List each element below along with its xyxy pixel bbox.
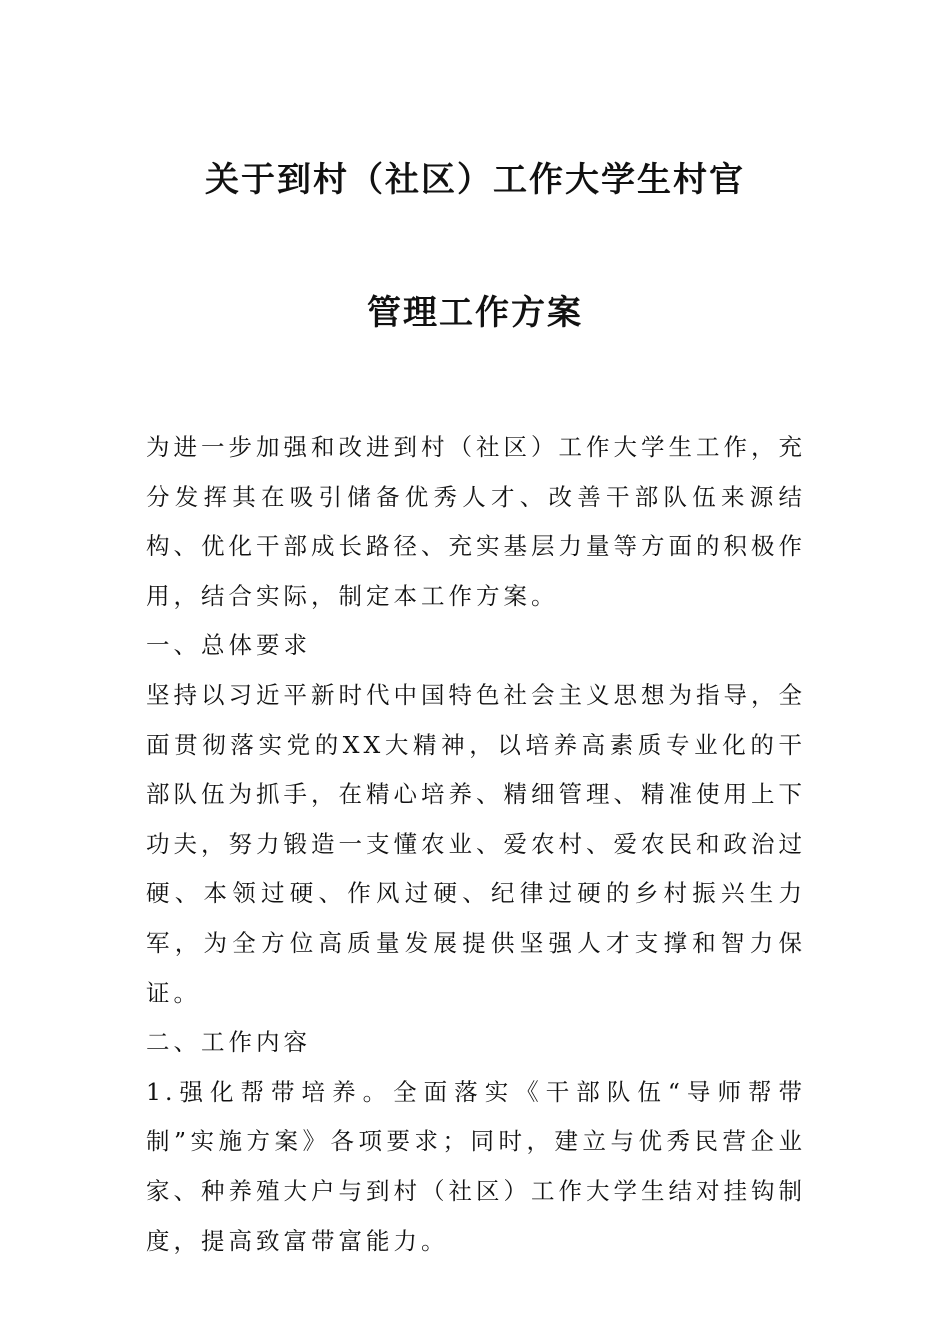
intro-paragraph: 为进一步加强和改进到村（社区）工作大学生工作，充分发挥其在吸引储备优秀人才、改善干部队伍来源结构、优化干部成长路径、充实基层力量等方面的积极作用，结合实际，制定本工作方案。 <box>146 433 806 610</box>
overall-requirements-paragraph: 坚持以习近平新时代中国特色社会主义思想为指导，全面贯彻落实党的XX大精神，以培养高素质专业化的干部队伍为抓手，在精心培养、精细管理、精准使用上下功夫，努力锻造一支懂农业、爱农村、爱农民和政治过硬、本领过硬、作风过硬、纪律过硬的乡村振兴生力军，为全方位高质量发展提供坚强人才支撑和智力保证。 <box>146 680 806 1007</box>
document-title-line-1: 关于到村（社区）工作大学生村官 <box>205 160 745 200</box>
document-title-line-2: 管理工作方案 <box>367 293 583 333</box>
section-heading-work-content: 二、工作内容 <box>146 1028 311 1057</box>
section-heading-overall-requirements: 一、总体要求 <box>146 631 311 660</box>
document-body <box>146 423 806 1266</box>
work-content-item-1: 1.强化帮带培养。全面落实《干部队伍“导师帮带制”实施方案》各项要求；同时，建立与优秀民营企业家、种养殖大户与到村（社区）工作大学生结对挂钩制度，提高致富带富能力。 <box>146 1077 806 1255</box>
